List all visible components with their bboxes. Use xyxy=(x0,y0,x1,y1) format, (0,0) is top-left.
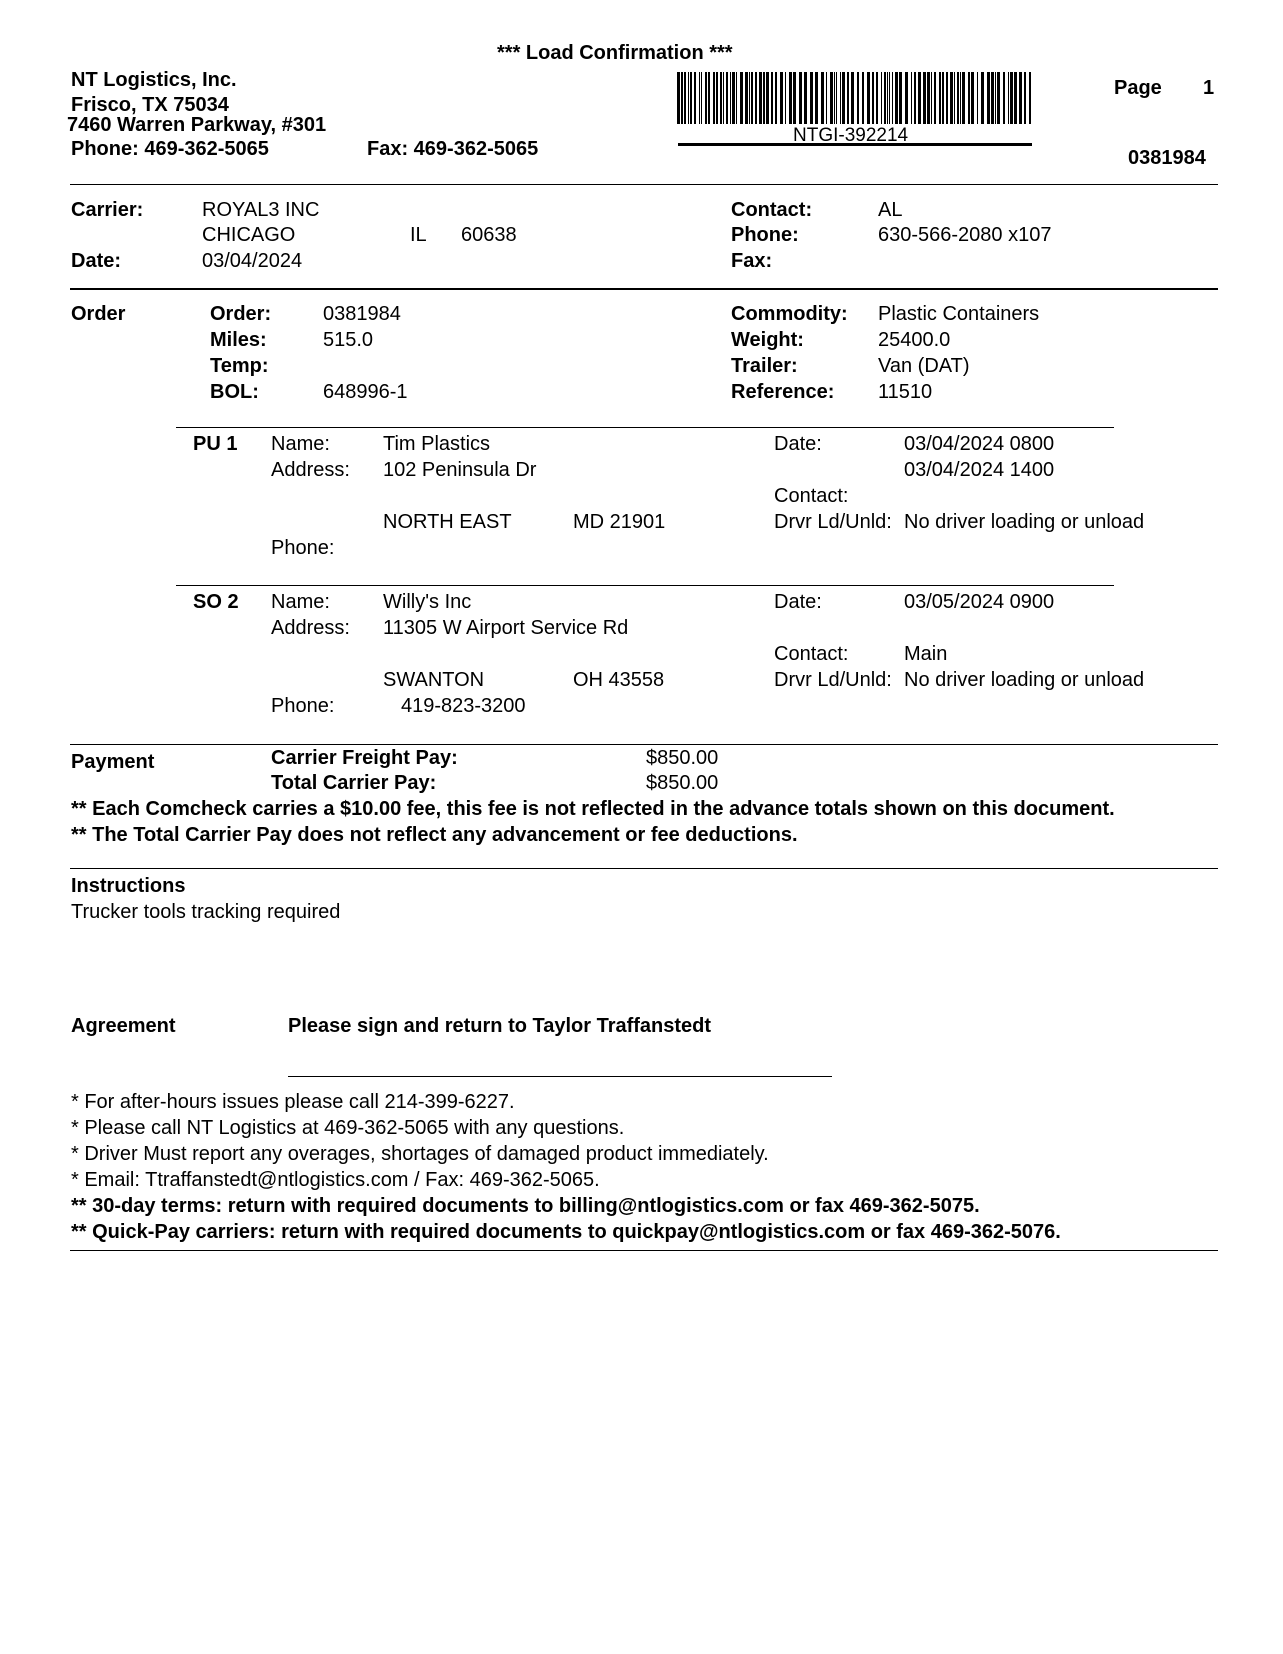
phone-value: 630-566-2080 x107 xyxy=(878,224,1052,246)
date-label: Date: xyxy=(71,250,122,272)
total-pay-value: $850.00 xyxy=(646,772,719,794)
barcode xyxy=(677,72,1033,124)
stop-contact-label: Contact: xyxy=(774,643,849,665)
weight-label: Weight: xyxy=(731,329,804,351)
stop-phone: 419-823-3200 xyxy=(401,695,526,717)
stop-driver-label: Drvr Ld/Unld: xyxy=(774,669,892,691)
carrier-city: CHICAGO xyxy=(202,224,296,246)
date-value: 03/04/2024 xyxy=(202,250,303,272)
stop-address-label: Address: xyxy=(271,459,350,481)
divider xyxy=(176,585,1114,586)
freight-pay-value: $850.00 xyxy=(646,747,719,769)
stop-date-label: Date: xyxy=(774,433,822,455)
reference-value: 11510 xyxy=(878,381,933,403)
payment-section-label: Payment xyxy=(71,751,155,773)
stop-address: 102 Peninsula Dr xyxy=(383,459,537,481)
trailer-value: Van (DAT) xyxy=(878,355,970,377)
carrier-state: IL xyxy=(410,224,427,246)
stop-code: PU 1 xyxy=(193,433,238,455)
company-fax: Fax: 469-362-5065 xyxy=(367,138,539,160)
footer-note: * Driver Must report any overages, shortages of damaged product immediately. xyxy=(71,1143,769,1165)
order-label: Order: xyxy=(210,303,272,325)
divider xyxy=(70,744,1218,745)
carrier-zip: 60638 xyxy=(461,224,517,246)
footer-note: * For after-hours issues please call 214-399-6227. xyxy=(71,1091,515,1113)
carrier-name: ROYAL3 INC xyxy=(202,199,320,221)
payment-note: ** Each Comcheck carries a $10.00 fee, this fee is not reflected in the advance totals shown on this document. xyxy=(71,798,1115,820)
stop-contact: Main xyxy=(904,643,948,665)
instructions-text: Trucker tools tracking required xyxy=(71,901,341,923)
company-name: NT Logistics, Inc. xyxy=(71,69,237,91)
carrier-label: Carrier: xyxy=(71,199,144,221)
document-title: *** Load Confirmation *** xyxy=(497,42,733,64)
signature-line xyxy=(288,1076,832,1077)
order-section-label: Order xyxy=(71,303,126,325)
miles-label: Miles: xyxy=(210,329,267,351)
footer-note: * Please call NT Logistics at 469-362-5065 with any questions. xyxy=(71,1117,625,1139)
divider xyxy=(70,184,1218,185)
stop-driver-value: No driver loading or unload xyxy=(904,511,1145,533)
footer-terms-note: ** 30-day terms: return with required documents to billing@ntlogistics.com or fax 469-362-5075. xyxy=(71,1195,980,1217)
page-number: 1 xyxy=(1203,77,1215,99)
fax-label: Fax: xyxy=(731,250,773,272)
freight-pay-label: Carrier Freight Pay: xyxy=(271,747,458,769)
stop-state-zip: MD 21901 xyxy=(573,511,666,533)
agreement-label: Agreement xyxy=(71,1015,176,1037)
contact-value: AL xyxy=(878,199,903,221)
barcode-underline xyxy=(678,143,1032,146)
temp-label: Temp: xyxy=(210,355,269,377)
stop-date-start: 03/05/2024 0900 xyxy=(904,591,1055,613)
reference-label: Reference: xyxy=(731,381,835,403)
total-pay-label: Total Carrier Pay: xyxy=(271,772,437,794)
stop-address-label: Address: xyxy=(271,617,350,639)
stop-name-label: Name: xyxy=(271,433,330,455)
commodity-value: Plastic Containers xyxy=(878,303,1040,325)
footer-quickpay-note: ** Quick-Pay carriers: return with required documents to quickpay@ntlogistics.com or fax 469-362-5076. xyxy=(71,1221,1061,1243)
order-reference-number: 0381984 xyxy=(1128,147,1206,169)
stop-driver-label: Drvr Ld/Unld: xyxy=(774,511,892,533)
weight-value: 25400.0 xyxy=(878,329,951,351)
stop-code: SO 2 xyxy=(193,591,239,613)
barcode-text: NTGI-392214 xyxy=(793,125,909,146)
divider xyxy=(70,288,1218,290)
phone-label: Phone: xyxy=(731,224,799,246)
stop-name: Willy's Inc xyxy=(383,591,472,613)
stop-city: NORTH EAST xyxy=(383,511,512,533)
bol-value: 648996-1 xyxy=(323,381,408,403)
stop-city: SWANTON xyxy=(383,669,485,691)
stop-phone-label: Phone: xyxy=(271,695,335,717)
stop-date-start: 03/04/2024 0800 xyxy=(904,433,1055,455)
footer-note: * Email: Ttraffanstedt@ntlogistics.com / Fax: 469-362-5065. xyxy=(71,1169,600,1191)
payment-note: ** The Total Carrier Pay does not reflect any advancement or fee deductions. xyxy=(71,824,798,846)
bol-label: BOL: xyxy=(210,381,259,403)
stop-address: 11305 W Airport Service Rd xyxy=(383,617,629,639)
divider xyxy=(70,868,1218,869)
stop-name: Tim Plastics xyxy=(383,433,491,455)
company-phone: Phone: 469-362-5065 xyxy=(71,138,269,160)
contact-label: Contact: xyxy=(731,199,813,221)
stop-phone-label: Phone: xyxy=(271,537,335,559)
company-address: 7460 Warren Parkway, #301 xyxy=(67,114,327,136)
miles-value: 515.0 xyxy=(323,329,374,351)
stop-name-label: Name: xyxy=(271,591,330,613)
agreement-text: Please sign and return to Taylor Traffanstedt xyxy=(288,1015,712,1037)
stop-date-end: 03/04/2024 1400 xyxy=(904,459,1055,481)
stop-contact-label: Contact: xyxy=(774,485,849,507)
divider xyxy=(70,1250,1218,1251)
instructions-label: Instructions xyxy=(71,875,186,897)
divider xyxy=(176,427,1114,428)
stop-date-label: Date: xyxy=(774,591,822,613)
stop-driver-value: No driver loading or unload xyxy=(904,669,1145,691)
stop-state-zip: OH 43558 xyxy=(573,669,665,691)
order-value: 0381984 xyxy=(323,303,401,325)
commodity-label: Commodity: xyxy=(731,303,848,325)
company-city: Frisco, TX 75034 xyxy=(71,94,229,116)
page-label: Page xyxy=(1114,77,1162,99)
trailer-label: Trailer: xyxy=(731,355,798,377)
